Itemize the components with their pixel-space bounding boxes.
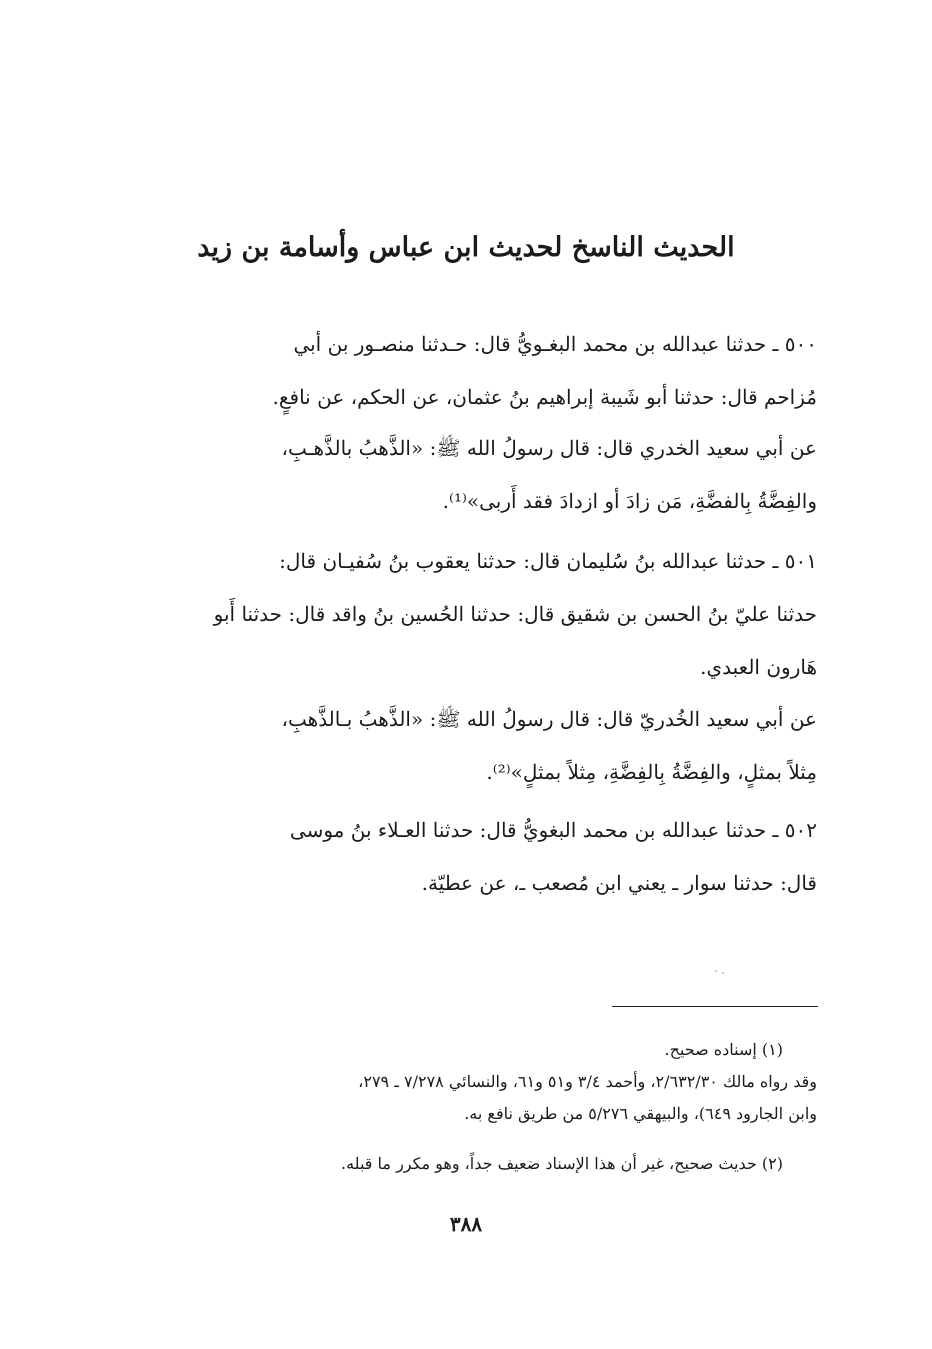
footnote-line: وابن الجارود ٦٤٩)، والبيهقي ٥/٢٧٦ من طريق نافع به.	[464, 1104, 817, 1123]
text-line: هَارون العبدي.	[700, 655, 817, 679]
hadith-500-text	[118, 422, 817, 528]
page-number: ٣٨٨	[449, 1212, 483, 1236]
hadith-501-chain	[118, 535, 817, 694]
footnote-2	[118, 1148, 817, 1180]
hadith-502-chain	[118, 804, 817, 910]
text-line: عن أبي سعيد الخُدريّ قال: قال رسولُ الله ﷺ: «الذَّهبُ بـالذَّهبِ،	[281, 707, 817, 731]
hadith-500-chain	[118, 318, 817, 424]
text-line: ٥٠١ ـ حدثنا عبدالله بنُ سُليمان قال: حدثنا يعقوب بنُ سُفيـان قال:	[279, 549, 817, 573]
text-line: مُزاحم قال: حدثنا أبو شَيبة إبراهيم بنُ عثمان، عن الحكم، عن نافعٍ.	[272, 385, 817, 409]
footnote-line: (١) إسناده صحيح.	[664, 1040, 783, 1059]
hadith-501-text	[118, 693, 817, 799]
footnote-line: وقد رواه مالك ٢/٦٣٢/٣٠، وأحمد ٣/٤ و٥١ و٦١، والنسائي ٧/٢٧٨ ـ ٢٧٩،	[358, 1072, 817, 1091]
text-line: حدثنا عليّ بنُ الحسن بن شقيق قال: حدثنا الحُسين بنُ واقد قال: حدثنا أَبو	[213, 602, 817, 626]
text-line: عن أبي سعيد الخدري قال: قال رسولُ الله ﷺ: «الذَّهبُ بالذَّهـبِ،	[281, 436, 817, 460]
text-line: ٥٠٢ ـ حدثنا عبدالله بن محمد البغويُّ قال: حدثنا العـلاء بنُ موسى	[289, 818, 817, 842]
scan-speck	[715, 970, 717, 972]
footnote-line: (٢) حديث صحيح، غير أن هذا الإسناد ضعيف جداً، وهو مكرر ما قبله.	[341, 1154, 783, 1173]
chapter-title: الحديث الناسخ لحديث ابن عباس وأسامة بن زيد	[197, 232, 735, 263]
scan-speck	[722, 972, 724, 974]
text-line: ٥٠٠ ـ حدثنا عبدالله بن محمد البغـويُّ قال: حـدثنا منصـور بن أبي	[293, 332, 817, 356]
text-line: والفِضَّةُ بِالفضَّةِ، مَن زادَ أو ازدادَ فقد أَربى»⁽¹⁾.	[442, 489, 817, 513]
footnote-divider	[612, 1006, 818, 1007]
text-line: قال: حدثنا سوار ـ يعني ابن مُصعب ـ، عن عطيّة.	[421, 871, 817, 895]
footnote-1	[118, 1034, 817, 1130]
text-line: مِثلاً بمثلٍ، والفِضَّةُ بِالفِضَّةِ، مِثلاً بمثلٍ»⁽²⁾.	[486, 760, 817, 784]
